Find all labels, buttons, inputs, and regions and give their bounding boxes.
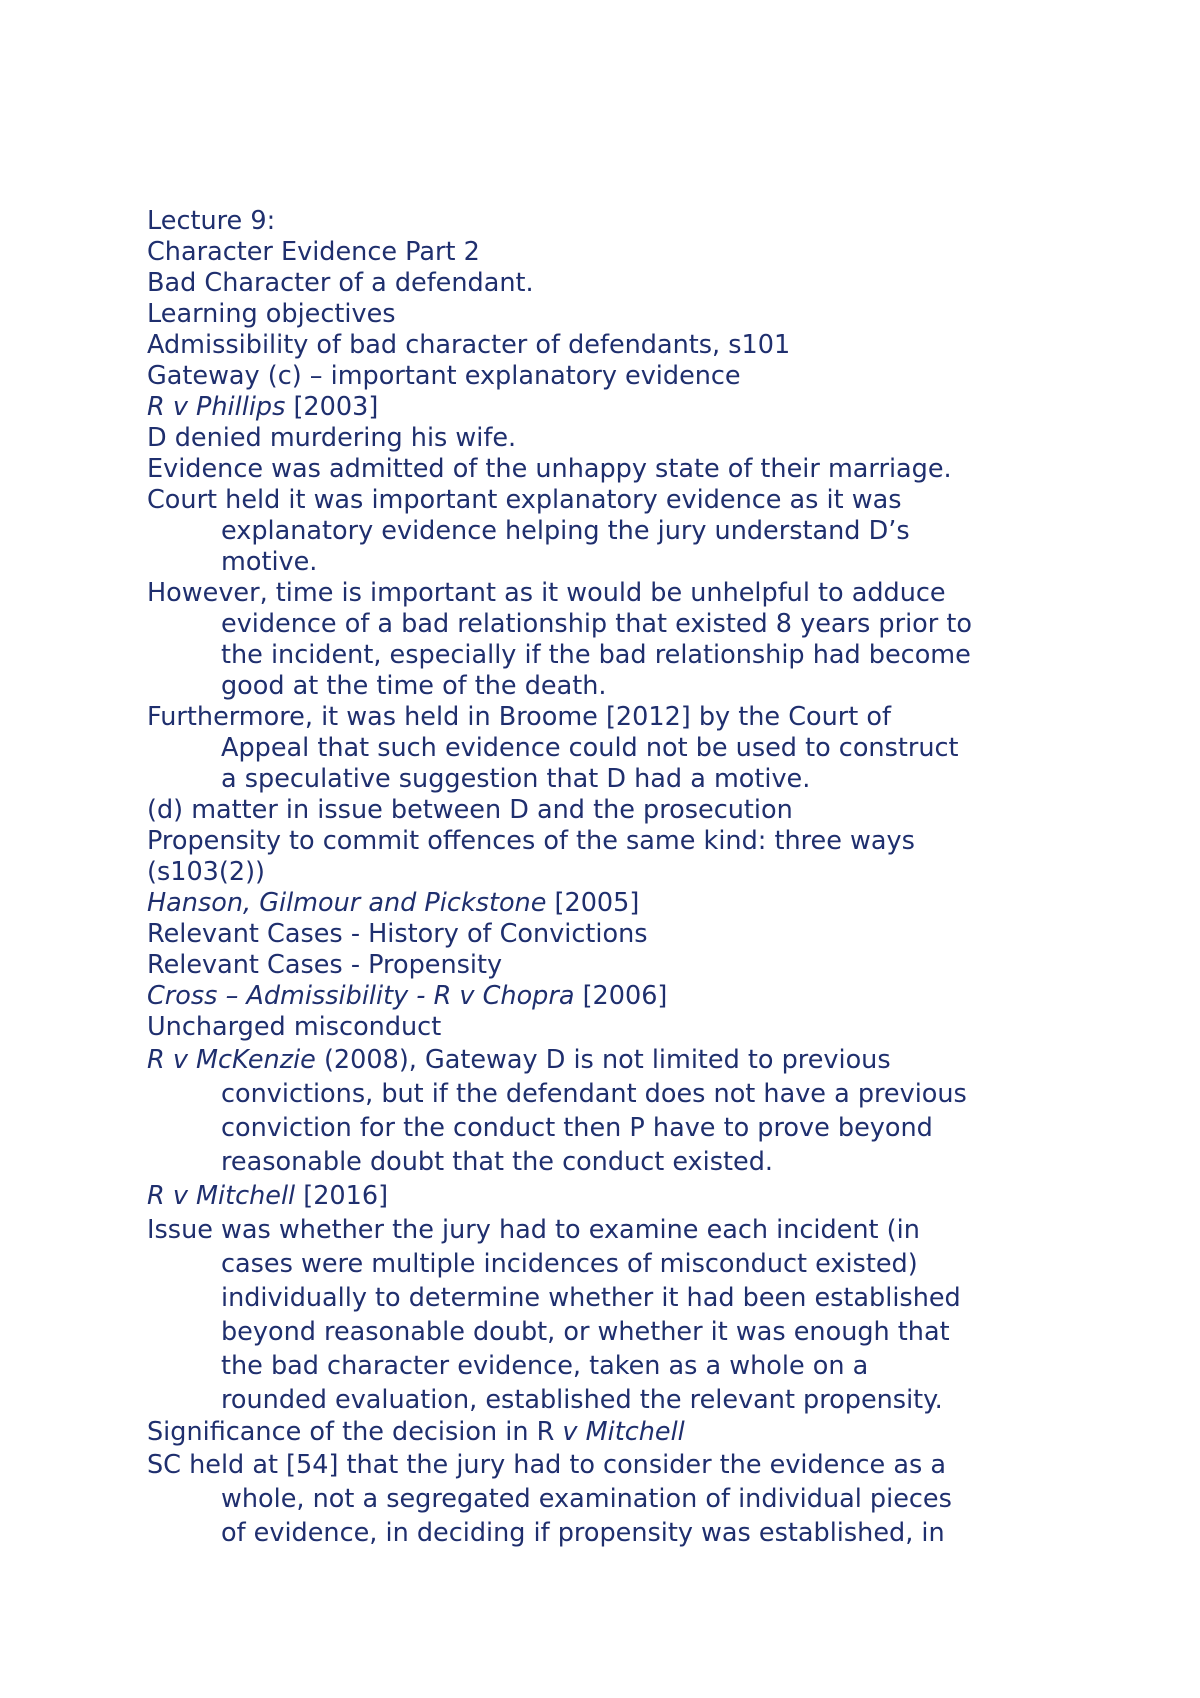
text-line: Furthermore, it was held in Broome [2012] by the Court of	[147, 702, 891, 732]
text-line: explanatory evidence helping the jury understand D’s	[221, 516, 910, 546]
text-line: Uncharged misconduct	[147, 1012, 442, 1042]
case-citation: (2008), Gateway D is not limited to previous	[315, 1045, 891, 1075]
heading-text: Significance of the decision in R	[147, 1417, 563, 1447]
text-line: individually to determine whether it had been established	[221, 1283, 961, 1313]
text-line: (s103(2))	[147, 857, 265, 887]
case-citation-line	[147, 1043, 1087, 1077]
text-line: conviction for the conduct then P have to prove beyond	[221, 1113, 933, 1143]
text-line: motive.	[221, 547, 318, 577]
text-line: convictions, but if the defendant does not have a previous	[221, 1079, 967, 1109]
case-citation: [2005]	[546, 888, 640, 918]
text-line: the incident, especially if the bad relationship had become	[221, 640, 971, 670]
text-line: Admissibility of bad character of defendants, s101	[147, 330, 791, 360]
case-citation: [2003]	[285, 392, 379, 422]
text-line: evidence of a bad relationship that existed 8 years prior to	[221, 609, 972, 639]
text-line: However, time is important as it would be unhelpful to adduce	[147, 578, 946, 608]
text-line: cases were multiple incidences of misconduct existed)	[221, 1249, 918, 1279]
text-line: D denied murdering his wife.	[147, 423, 517, 453]
text-line: Relevant Cases - History of Convictions	[147, 919, 648, 949]
text-line: of evidence, in deciding if propensity was established, in	[221, 1518, 945, 1548]
text-line: (d) matter in issue between D and the prosecution	[147, 795, 793, 825]
text-line: Issue was whether the jury had to examine each incident (in	[147, 1215, 920, 1245]
text-line: Gateway (c) – important explanatory evidence	[147, 361, 741, 391]
text-line: Learning objectives	[147, 299, 396, 329]
document-body	[147, 206, 1087, 1550]
case-name: Hanson, Gilmour and Pickstone	[147, 888, 547, 918]
case-name: R v Phillips	[147, 392, 286, 422]
case-name: Cross – Admissibility - R v Chopra	[147, 981, 575, 1011]
text-line: Evidence was admitted of the unhappy state of their marriage.	[147, 454, 952, 484]
text-line: Character Evidence Part 2	[147, 237, 480, 267]
text-line: Bad Character of a defendant.	[147, 268, 534, 298]
text-line: reasonable doubt that the conduct existed.	[221, 1147, 773, 1177]
case-citation-line	[147, 981, 1087, 1012]
text-line: rounded evaluation, established the relevant propensity.	[221, 1385, 943, 1415]
case-citation-line	[147, 1179, 1087, 1213]
case-name: v Mitchell	[562, 1417, 685, 1447]
text-line: Lecture 9:	[147, 206, 276, 236]
text-line: Propensity to commit offences of the same kind: three ways	[147, 826, 915, 856]
case-name: R v McKenzie	[147, 1045, 316, 1075]
text-line: beyond reasonable doubt, or whether it was enough that	[221, 1317, 950, 1347]
text-line: the bad character evidence, taken as a whole on a	[221, 1351, 869, 1381]
case-citation-line	[147, 392, 1087, 423]
text-line: Court held it was important explanatory evidence as it was	[147, 485, 902, 515]
case-citation-line	[147, 888, 1087, 919]
text-line: good at the time of the death.	[221, 671, 607, 701]
case-citation-line	[147, 1417, 1087, 1448]
case-citation: [2006]	[574, 981, 668, 1011]
text-line: Appeal that such evidence could not be used to construct	[221, 733, 959, 763]
text-line: Relevant Cases - Propensity	[147, 950, 503, 980]
text-line: a speculative suggestion that D had a motive.	[221, 764, 811, 794]
text-line: whole, not a segregated examination of individual pieces	[221, 1484, 952, 1514]
text-line: SC held at [54] that the jury had to consider the evidence as a	[147, 1450, 946, 1480]
case-name: R v Mitchell	[147, 1181, 296, 1211]
case-citation: [2016]	[295, 1181, 389, 1211]
